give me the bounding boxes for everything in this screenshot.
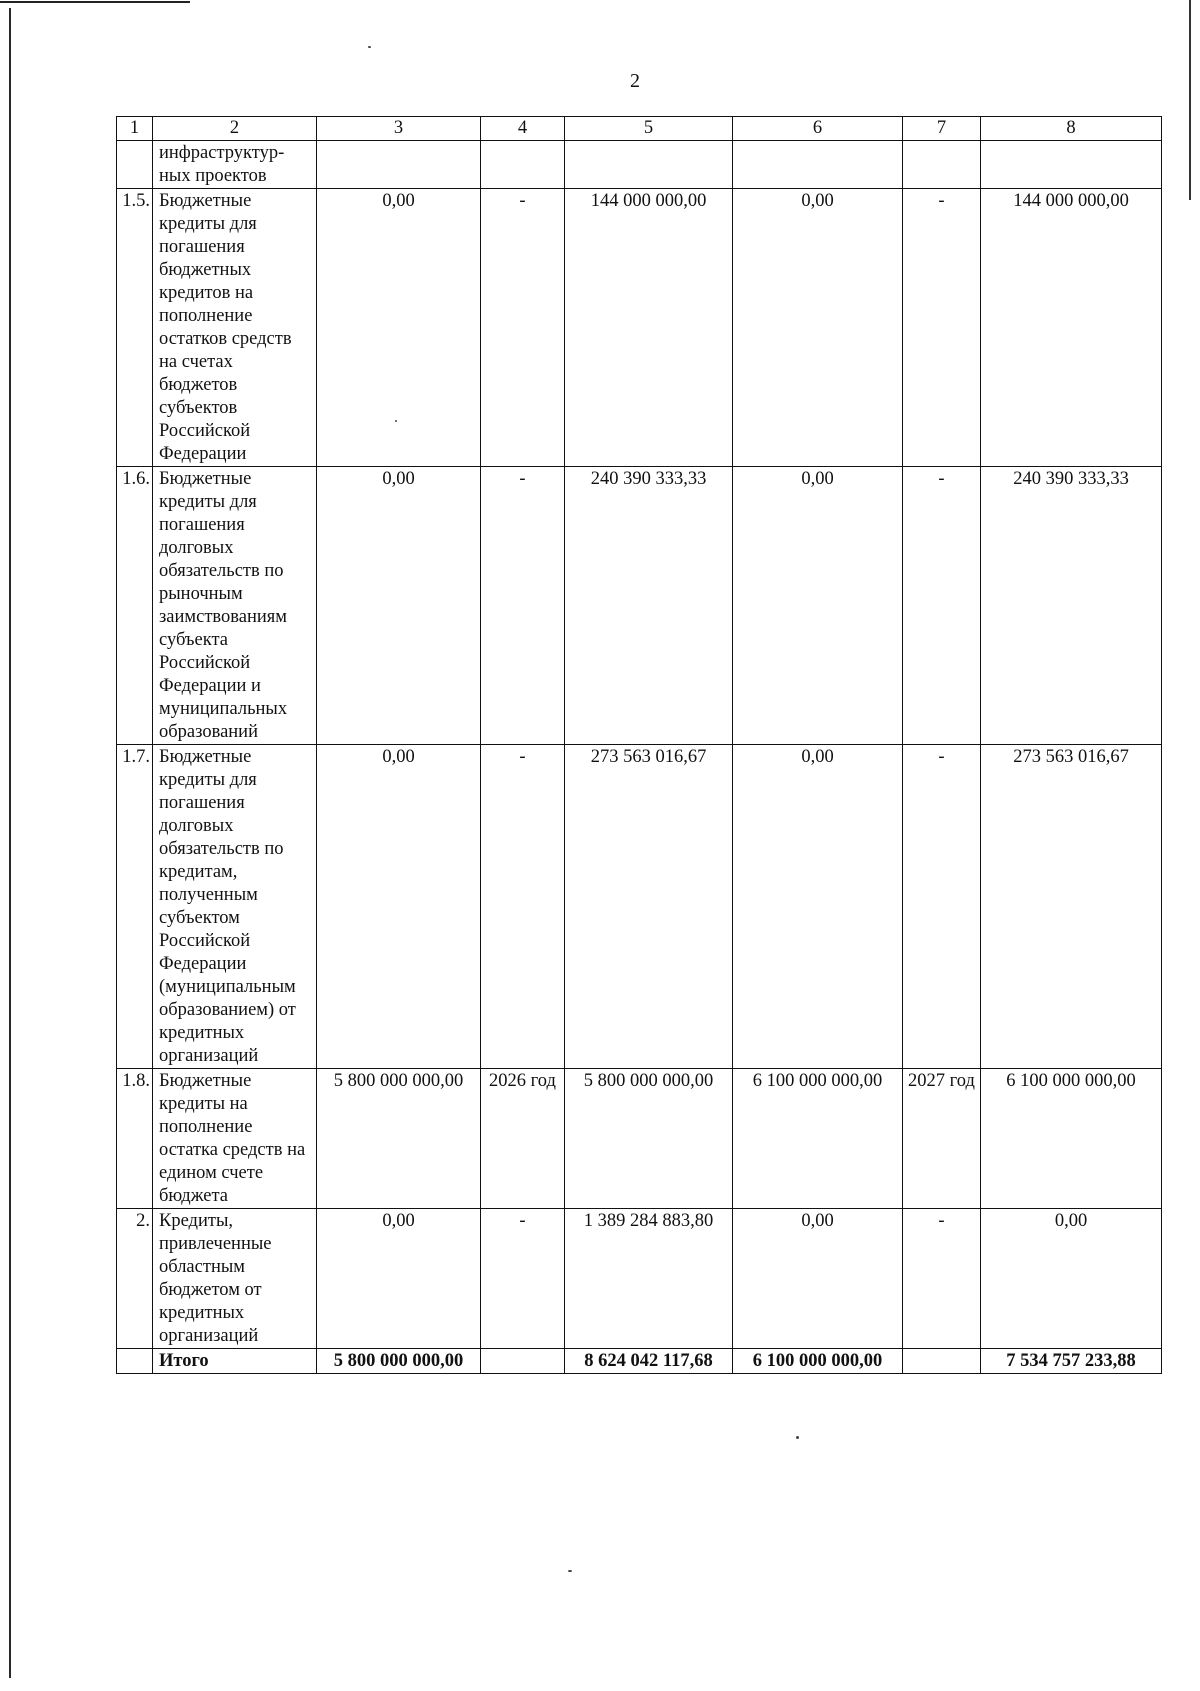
cell-col6: 0,00: [733, 1209, 903, 1349]
cell-col4: -: [481, 467, 565, 745]
scan-speck: [796, 1436, 799, 1439]
column-header: 6: [733, 117, 903, 141]
table-row: [117, 189, 1162, 467]
header-row: [117, 117, 1162, 141]
cell-col6: 0,00: [733, 189, 903, 467]
cell-col3: 5 800 000 000,00: [317, 1069, 481, 1209]
cell-col3: 0,00: [317, 745, 481, 1069]
cell-col8: 0,00: [981, 1209, 1162, 1349]
row-number: [117, 141, 153, 189]
row-number: 1.7.: [117, 745, 153, 1069]
row-name: Бюджетные кредиты для погашения долговых обязательств по рыночным заимствованиям субъекта Российской Федерации и муниципальных образований: [153, 467, 317, 745]
row-name: Кредиты, привлеченные областным бюджетом от кредитных организаций: [153, 1209, 317, 1349]
row-number: 2.: [117, 1209, 153, 1349]
page-number: 2: [630, 70, 640, 92]
column-header: 8: [981, 117, 1162, 141]
row-name: Бюджетные кредиты для погашения бюджетных кредитов на пополнение остатков средств на счетах бюджетов субъектов Российской Федерации: [153, 189, 317, 467]
cell-col5: [565, 141, 733, 189]
row-number: 1.5.: [117, 189, 153, 467]
column-header: 4: [481, 117, 565, 141]
cell-col6: 0,00: [733, 745, 903, 1069]
cell-col4: 2026 год: [481, 1069, 565, 1209]
cell-col3: 0,00: [317, 467, 481, 745]
cell-col5: 144 000 000,00: [565, 189, 733, 467]
cell-col7: [903, 141, 981, 189]
total-col5: 8 624 042 117,68: [565, 1349, 733, 1374]
cell-col4: -: [481, 745, 565, 1069]
row-name: инфраструктур-ных проектов: [153, 141, 317, 189]
cell-col6: 0,00: [733, 467, 903, 745]
cell-col8: [981, 141, 1162, 189]
scan-artifact-line: [0, 1, 190, 3]
cell-col6: 6 100 000 000,00: [733, 1069, 903, 1209]
table-row: [117, 467, 1162, 745]
scan-speck: [568, 1570, 572, 1572]
column-header: 1: [117, 117, 153, 141]
total-number: [117, 1349, 153, 1374]
total-row: [117, 1349, 1162, 1374]
cell-col3: [317, 141, 481, 189]
total-col3: 5 800 000 000,00: [317, 1349, 481, 1374]
cell-col6: [733, 141, 903, 189]
table-row: [117, 141, 1162, 189]
row-number: 1.8.: [117, 1069, 153, 1209]
total-col6: 6 100 000 000,00: [733, 1349, 903, 1374]
cell-col7: -: [903, 189, 981, 467]
cell-col8: 240 390 333,33: [981, 467, 1162, 745]
row-number: 1.6.: [117, 467, 153, 745]
cell-col5: 5 800 000 000,00: [565, 1069, 733, 1209]
budget-credits-table: [116, 116, 1162, 1374]
row-name: Бюджетные кредиты на пополнение остатка средств на едином счете бюджета: [153, 1069, 317, 1209]
total-col7: [903, 1349, 981, 1374]
cell-col4: [481, 141, 565, 189]
row-name: Бюджетные кредиты для погашения долговых обязательств по кредитам, полученным субъектом Российской Федерации (муниципальным образованием) от кредитных организаций: [153, 745, 317, 1069]
column-header: 3: [317, 117, 481, 141]
table-row: [117, 1069, 1162, 1209]
column-header: 5: [565, 117, 733, 141]
scan-speck: [368, 46, 371, 48]
total-col8: 7 534 757 233,88: [981, 1349, 1162, 1374]
cell-col5: 1 389 284 883,80: [565, 1209, 733, 1349]
cell-col8: 6 100 000 000,00: [981, 1069, 1162, 1209]
cell-col5: 273 563 016,67: [565, 745, 733, 1069]
cell-col7: -: [903, 745, 981, 1069]
scan-artifact-left-edge: [9, 8, 11, 1678]
total-col4: [481, 1349, 565, 1374]
table-row: [117, 745, 1162, 1069]
table-row: [117, 1209, 1162, 1349]
cell-col4: -: [481, 1209, 565, 1349]
cell-col8: 273 563 016,67: [981, 745, 1162, 1069]
column-header: 2: [153, 117, 317, 141]
column-header: 7: [903, 117, 981, 141]
cell-col3: 0,00: [317, 189, 481, 467]
cell-col8: 144 000 000,00: [981, 189, 1162, 467]
total-label: Итого: [153, 1349, 317, 1374]
cell-col7: -: [903, 467, 981, 745]
cell-col7: -: [903, 1209, 981, 1349]
cell-col3: 0,00: [317, 1209, 481, 1349]
cell-col5: 240 390 333,33: [565, 467, 733, 745]
cell-col4: -: [481, 189, 565, 467]
cell-col7: 2027 год: [903, 1069, 981, 1209]
scan-artifact-right-edge: [1189, 0, 1191, 200]
